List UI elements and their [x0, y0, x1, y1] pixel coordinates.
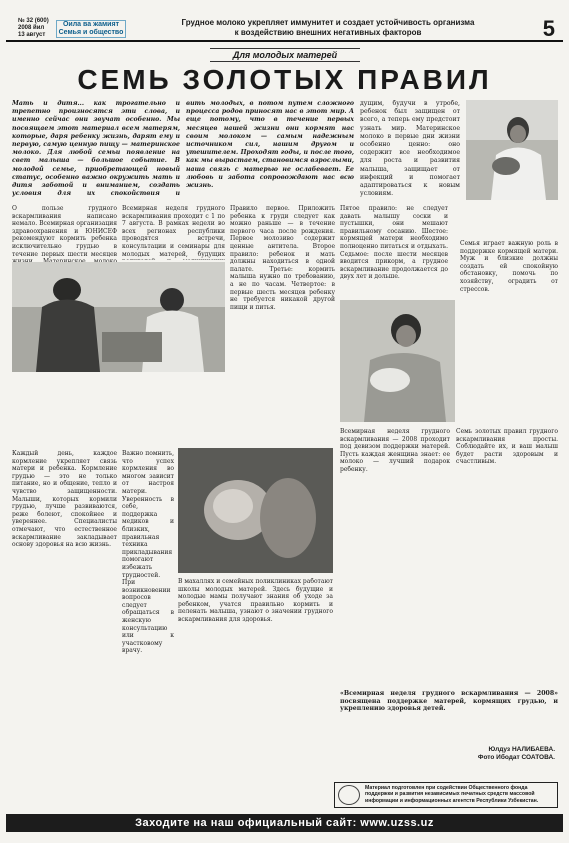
photo-mother-baby-image [340, 300, 455, 422]
photo-mother-baby [340, 300, 455, 422]
newspaper-logo [56, 20, 126, 38]
support-notice-text: Материал подготовлен при содействии Общественного фонда поддержки и развития независимых печатных средств массовой информации и информационных агентств Республики Узбекистан. [365, 785, 539, 804]
body-column-4-mid: Семья играет важную роль в поддержке кормящей матери. Муж и близкие должны создать ей спокойную обстановку, помочь по хозяйству, оградить от стрессов. [460, 240, 558, 293]
issue-info [18, 18, 49, 39]
seal-icon [338, 785, 360, 805]
body-column-3-bottom: В махаллях и семейных поликлиниках работают школы молодых матерей. Здесь будущие и молодые мамы получают знания об уходе за ребенком, учатся правильно кормить и пеленать малыша, узнают о значении грудного вскармливания для здоровья. [178, 578, 333, 623]
page-number: 5 [542, 16, 555, 41]
photo-maternity-ward [12, 262, 225, 372]
body-column-3-top: Правило первое. Приложить ребенка к груди следует как можно раньше — в течение первого часа после рождения. Первое молозиво содержит ценные антитела. Второе правило: ребенок и мать должны находиться в одной палате. Третье: кормить малыша нужно по требованию, а не по часам. Четвертое: в первые шесть месяцев ребенку не требуется никакой другой пищи и питья. [230, 205, 335, 311]
lead-column-1: Мать и дитя... как трогательно и трепетно произносятся эти слова, и именно сейчас они звучат особенно. Мы посвящаем этот материал всем матерям, которые, даря ребенку жизнь, дарят ему и первую, самую ценную пищу — материнское молоко. Для любой семьи появление на свет малыша — большое событие. В молодой семье, приобретающей новый статус, особенно важно окружить мать и дитя заботой и вниманием, создать условия для их спокойствия и [12, 100, 180, 198]
article-title: СЕМЬ ЗОЛОТЫХ ПРАВИЛ [77, 64, 492, 95]
logo-title: Оила ва жамият [62, 21, 120, 28]
photo-breastfeeding-image [178, 448, 333, 573]
photo-breastfeeding [178, 448, 333, 573]
photo-maternity-ward-image [12, 262, 225, 372]
author-signature [478, 746, 555, 762]
photo-mother-top-image [466, 100, 558, 200]
issue-year: 2008 йил [18, 25, 45, 31]
body-column-4-bottom: Всемирная неделя грудного вскармливания — 2008 проходит под девизом поддержки матерей. Пусть каждая женщина знает: ее молоко — лучший подарок ребенку. [340, 428, 450, 473]
author-name: Юлдуз НАЛИБАЕВА. [488, 746, 555, 753]
issue-number: № 32 (600) [18, 18, 49, 24]
logo-subtitle: Семья и общество [58, 29, 124, 36]
article-slogan: «Всемирная неделя грудного вскармливания — 2008» посвящена поддержке матерей, кормящих грудью, и укреплению здоровья детей. [340, 690, 558, 713]
page-header [6, 6, 563, 42]
website-banner[interactable]: Заходите на наш официальный сайт: www.uzss.uz [6, 814, 563, 832]
header-headline-line2: к воздействию внешних негативных факторов [234, 28, 422, 37]
body-column-1-bottom: Каждый день, каждое кормление укрепляет связь матери и ребенка. Кормление грудью — это не только питание, но и общение, тепло и чувство защищенности. Малыши, которых кормили грудью, лучше развиваются, реже болеют, спокойнее и увереннее. Специалисты отмечают, что естественное вскармливание закладывает основу здоровья на всю жизнь. [12, 450, 117, 549]
article-rubric: Для молодых матерей [210, 48, 360, 62]
body-column-1-top: О пользе грудного вскармливания написано немало. Всемирная организация здравоохранения и ЮНИСЕФ рекомендуют кормить ребенка исключительно грудью в течение первых шести месяцев [12, 205, 117, 258]
lead-column-2: вить молодых, в потом путем сложного процесса родов приносят нас в этот мир. А еще потому, что в течение первых месяцев нашей жизни они кормят нас своим молоком — самым надежным источником сил, нашим другом и утешителем. Проходят годы, и после того, как мы вырастаем, становимся взрослыми, наша связь с матерью не ослабевает. Ее любовь и забота сопровождают нас всю жизнь. [186, 100, 354, 190]
header-headline [132, 18, 524, 38]
body-column-2-top: Всемирная неделя грудного вскармливания проходит с 1 по 7 августа. В рамках недели во всех регионах республики проводятся встречи, консультации и семинары для молодых матерей, будущих [122, 205, 225, 258]
header-headline-line1: Грудное молоко укрепляет иммунитет и создает устойчивость организма [181, 18, 475, 27]
body-column-5-bottom: Семь золотых правил грудного вскармливания просты. Соблюдайте их, и ваш малыш будет расти здоровым и счастливым. [456, 428, 558, 466]
body-column-2-bottom: Важно помнить, что успех кормления во многом зависит от настроя матери. Уверенность в себе, поддержка медиков и близких, правильная техника прикладывания помогают избежать трудностей. При возникновении вопросов следует обращаться в женскую консультацию или к участковому врачу. [122, 450, 174, 655]
lead-column-3: дущим, будучи в утробе, ребенок был защищен от всего, а теперь ему предстоит узнать мир. Материнское молоко в первые дни жизни особенно ценно: оно содержит все необходимое для роста и развития малыша, защищает от инфекций и помогает адаптироваться к новым условиям. [360, 100, 460, 198]
issue-date: 13 август [18, 32, 46, 38]
support-notice-box [334, 782, 558, 808]
photo-mother-top [466, 100, 558, 200]
photo-credit: Фото Ибодат СОАТОВА. [477, 754, 555, 761]
body-column-4-top: Пятое правило: не следует давать малышу соски и пустышки, они мешают правильному сосанию. Шестое: кормящей матери необходимо полноценно питаться и отдыхать. Седьмое: после шести месяцев вводится прикорм, а грудное вскармливание продолжается до двух лет и дольше. [340, 205, 448, 281]
